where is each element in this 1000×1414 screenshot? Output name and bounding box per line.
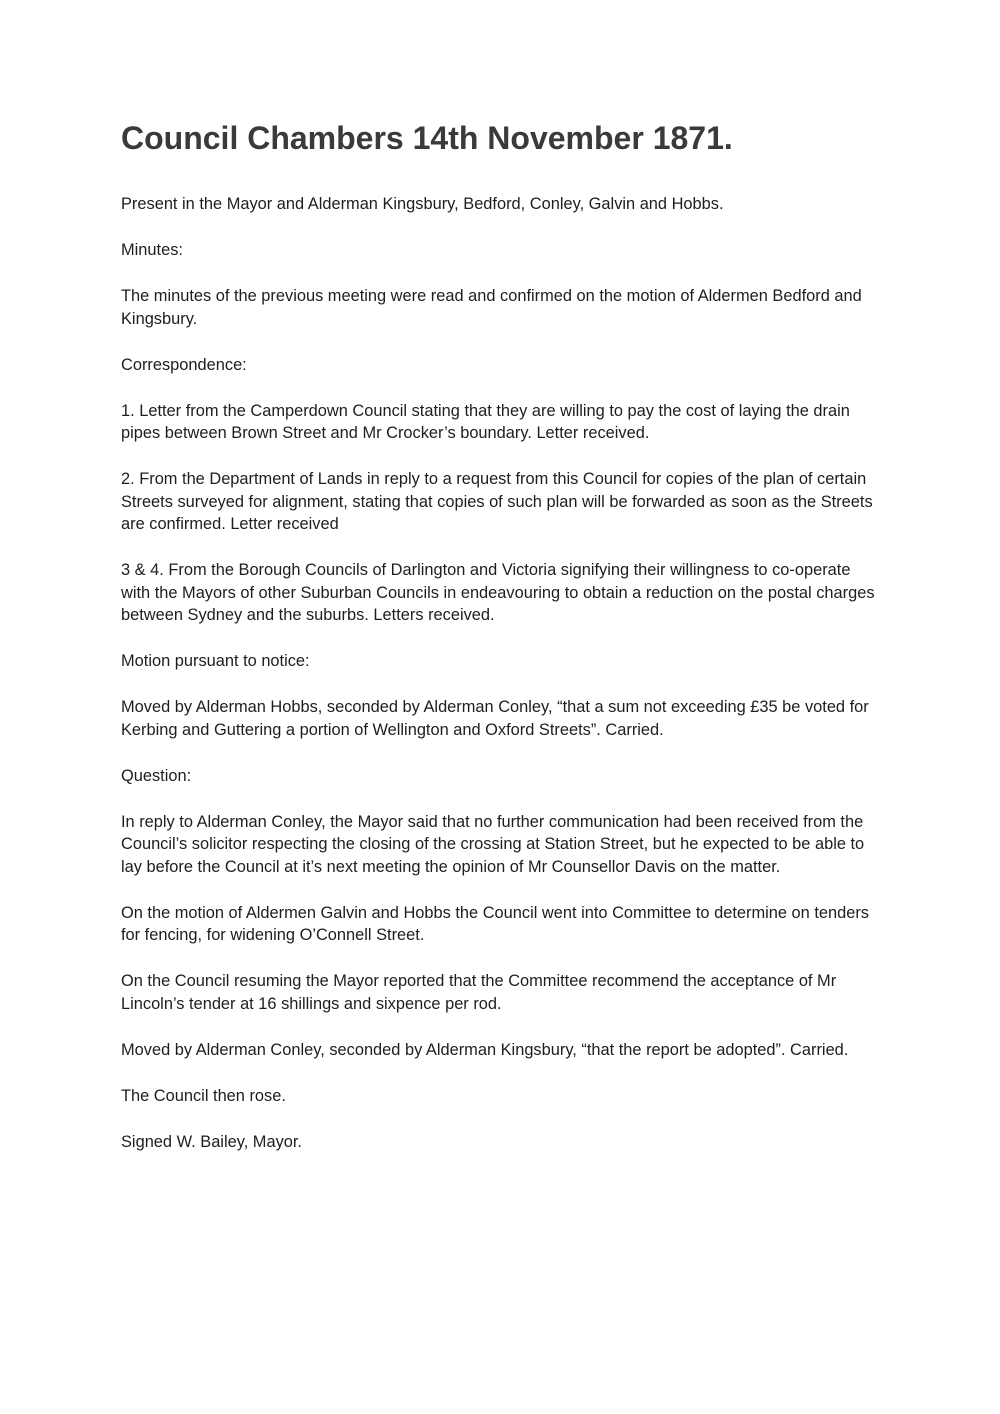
paragraph-motion-kerbing: Moved by Alderman Hobbs, seconded by Alderman Conley, “that a sum not exceeding £35 be voted for Kerbing and Guttering a portion of Wellington and Oxford Streets”. Carried. <box>121 698 869 739</box>
correspondence-item-3-4: 3 & 4. From the Borough Councils of Darlington and Victoria signifying their willingness to co-operate with the Mayors of other Suburban Councils in endeavouring to obtain a reduction on the postal charges between Sydney and the suburbs. Letters received. <box>121 561 875 624</box>
paragraph-report-adopted: Moved by Alderman Conley, seconded by Alderman Kingsbury, “that the report be adopted”. Carried. <box>121 1040 849 1059</box>
paragraph-question-reply: In reply to Alderman Conley, the Mayor said that no further communication had been received from the Council’s solicitor respecting the closing of the crossing at Station Street, but he expected to be able to lay before the Council at it’s next meeting the opinion of Mr Counsellor Davis on the matter. <box>121 812 865 876</box>
correspondence-item-2: 2. From the Department of Lands in reply to a request from this Council for copies of the plan of certain Streets surveyed for alignment, stating that copies of such plan will be forwarded as soon as the Streets are confirmed. Letter received <box>121 470 873 533</box>
paragraph-present: Present in the Mayor and Alderman Kingsbury, Bedford, Conley, Galvin and Hobbs. <box>121 195 724 213</box>
heading-correspondence: Correspondence: <box>121 355 247 374</box>
heading-motion: Motion pursuant to notice: <box>121 652 310 670</box>
signature-line: Signed W. Bailey, Mayor. <box>121 1132 302 1151</box>
heading-minutes: Minutes: <box>121 241 183 259</box>
document-title: Council Chambers 14th November 1871. <box>121 120 733 156</box>
paragraph-council-rose: The Council then rose. <box>121 1086 286 1105</box>
document-body <box>121 118 881 1177</box>
correspondence-item-1: 1. Letter from the Camperdown Council stating that they are willing to pay the cost of laying the drain pipes between Brown Street and Mr Crocker’s boundary. Letter received. <box>121 401 850 442</box>
paragraph-committee-report: On the Council resuming the Mayor reported that the Committee recommend the acceptance of Mr Lincoln’s tender at 16 shillings and sixpence per rod. <box>121 972 837 1013</box>
paragraph-committee: On the motion of Aldermen Galvin and Hobbs the Council went into Committee to determine on tenders for fencing, for widening O’Connell Street. <box>121 903 869 944</box>
heading-question: Question: <box>121 766 192 785</box>
paragraph-minutes-confirmed: The minutes of the previous meeting were read and confirmed on the motion of Aldermen Bedford and Kingsbury. <box>121 287 862 328</box>
